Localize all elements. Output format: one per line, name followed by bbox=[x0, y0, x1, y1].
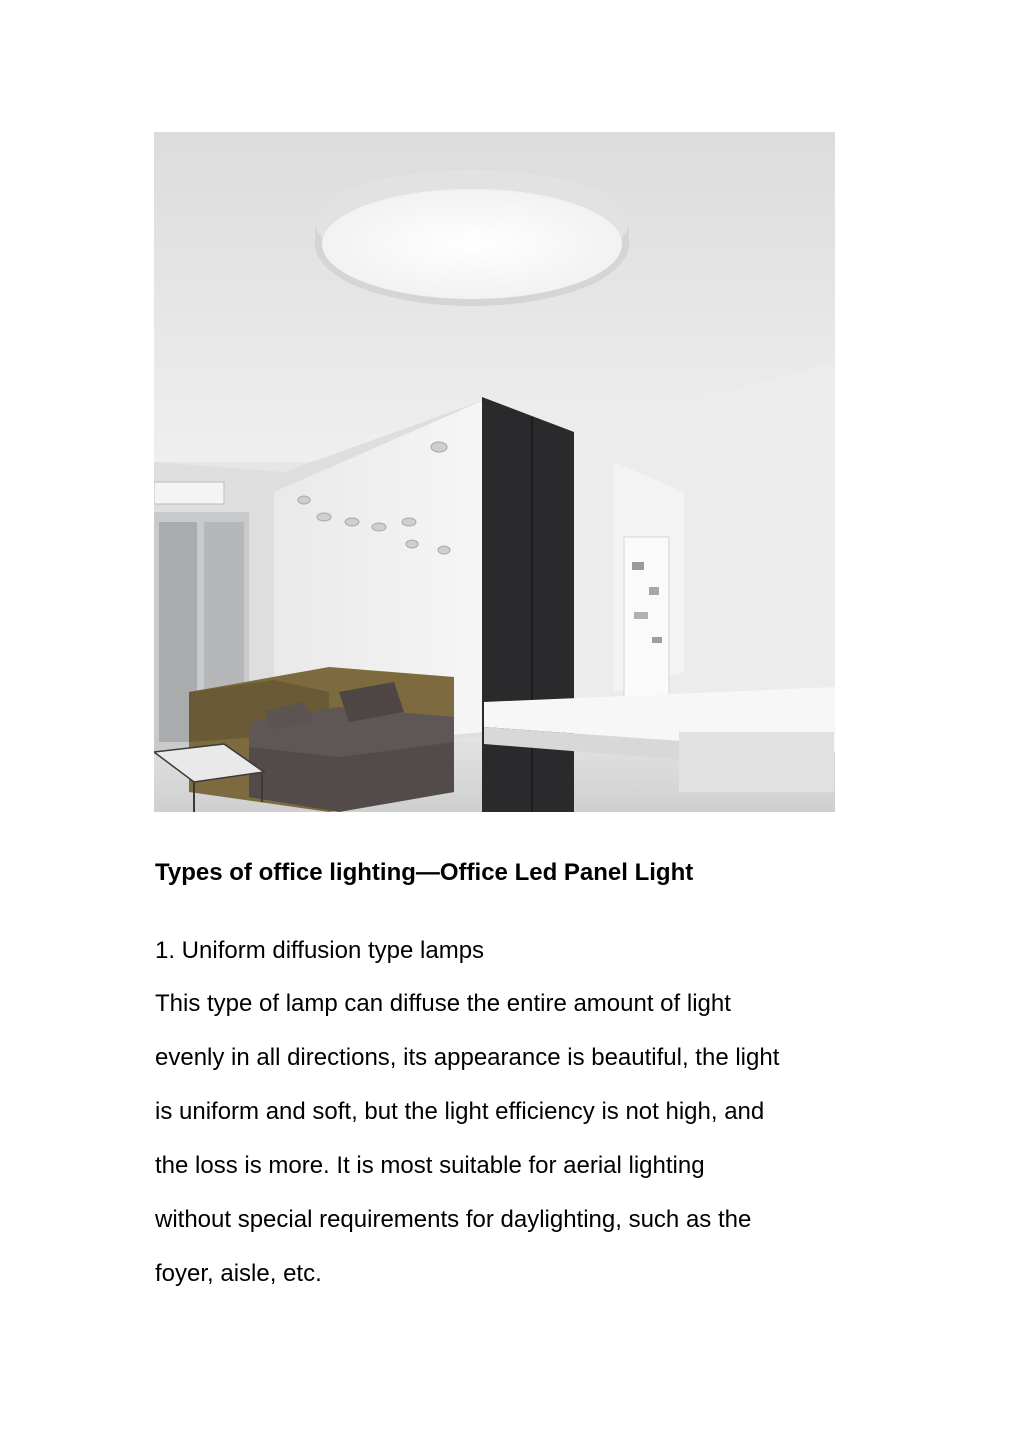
body-paragraph bbox=[155, 977, 885, 1301]
body-line: the loss is more. It is most suitable for aerial lighting bbox=[155, 1152, 705, 1179]
body-line: is uniform and soft, but the light efficiency is not high, and bbox=[155, 1098, 765, 1125]
body-line: without special requirements for daylighting, such as the bbox=[155, 1206, 752, 1233]
section-title: 1. Uniform diffusion type lamps bbox=[155, 937, 485, 964]
article-heading: Types of office lighting—Office Led Panel Light bbox=[155, 859, 694, 886]
body-line: evenly in all directions, its appearance is beautiful, the light bbox=[155, 1044, 780, 1071]
body-line: foyer, aisle, etc. bbox=[155, 1260, 322, 1287]
body-line: This type of lamp can diffuse the entire amount of light bbox=[155, 990, 731, 1017]
room-illustration bbox=[154, 132, 835, 812]
room-photo bbox=[154, 132, 835, 812]
